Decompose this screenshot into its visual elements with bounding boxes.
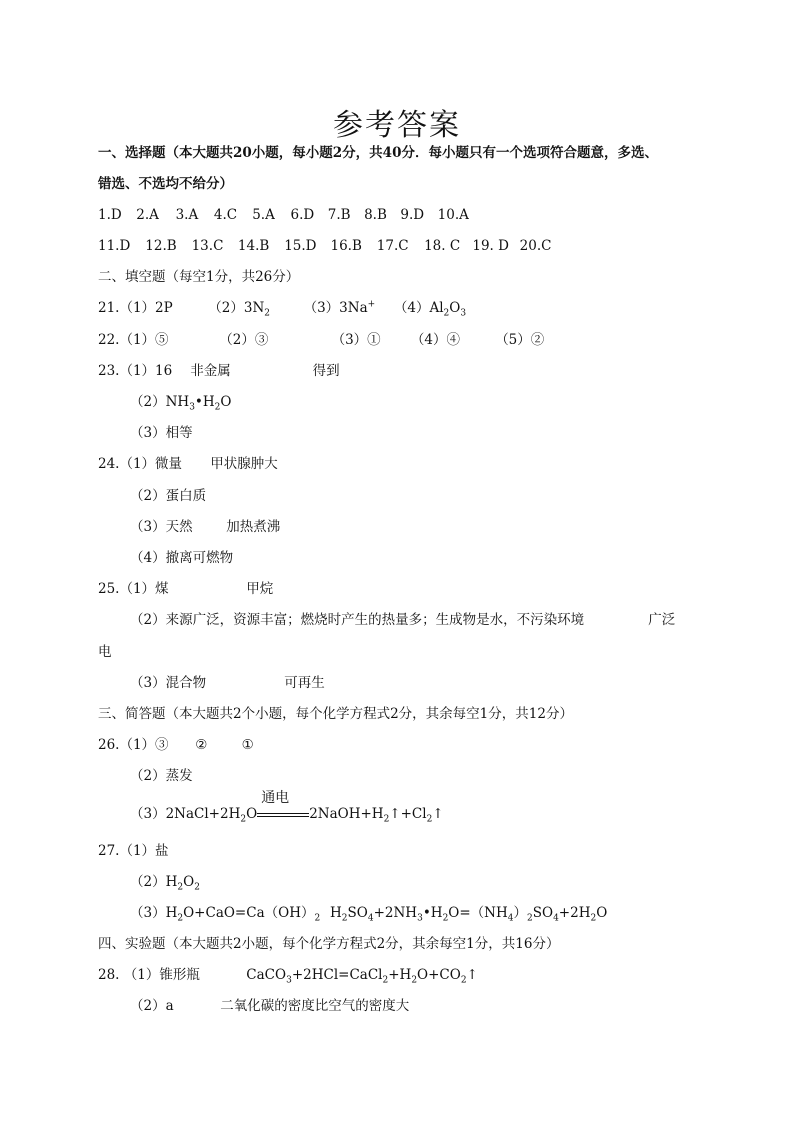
- answer-text: 非金属: [190, 363, 231, 379]
- answer-text: （3）3Na+: [303, 299, 376, 316]
- choice-answers-row1: [98, 205, 469, 225]
- answer-text: （2）来源广泛，资源丰富；燃烧时产生的热量多；生成物是水，不污染环境: [130, 612, 585, 628]
- q26-answer-1: [98, 735, 254, 755]
- answer-text: （3）混合物: [130, 675, 207, 691]
- answer-text: （3）①: [331, 332, 381, 348]
- answer-text: （4）④: [410, 332, 460, 348]
- answer-text: 可再生: [284, 675, 325, 691]
- choice-answer: 17.C: [376, 238, 409, 254]
- electrolysis-condition: [257, 789, 309, 822]
- choice-answer: 14.B: [237, 238, 270, 254]
- answer-text: 得到: [312, 363, 340, 379]
- q26-answer-2: （2）蒸发: [130, 768, 193, 784]
- answer-text: 23.（1）16: [98, 363, 173, 379]
- choice-answer: 10.A: [437, 207, 469, 223]
- q21-answers: [98, 298, 466, 318]
- answer-text: 21.（1）2P: [98, 300, 173, 316]
- answer-text: （5）②: [495, 332, 545, 348]
- q23-answer-3: （3）相等: [130, 425, 193, 441]
- answer-text: （2）③: [219, 332, 269, 348]
- q24-answer-3: [130, 517, 280, 537]
- answer-text: $H_2SO_4+2NH_3•H_2O=(NH_4)_2SO_4+2H_2O$: [330, 905, 608, 924]
- q24-answer-2: （2）蛋白质: [130, 488, 207, 504]
- choice-answer: 20.C: [519, 238, 552, 254]
- choice-answer: 13.C: [191, 238, 224, 254]
- answer-text: （3）天然: [130, 519, 193, 535]
- answer-text: 甲状腺肿大: [210, 456, 278, 472]
- q25-answer-2: [130, 610, 675, 630]
- q28-answer-2: [130, 996, 409, 1016]
- q25-answer-1: [98, 579, 273, 599]
- q25-answer-2-continued: 电: [98, 644, 112, 660]
- choice-answers-row2: [98, 236, 551, 256]
- condition-label: 通电: [261, 789, 290, 806]
- answer-text: ①: [241, 737, 254, 753]
- choice-answer: 9.D: [400, 207, 425, 223]
- answer-text: 28. （1）锥形瓶: [98, 967, 200, 983]
- section4-heading: 四、实验题（本大题共2小题，每个化学方程式2分，其余每空1分，共16分）: [98, 936, 560, 952]
- q25-answer-3: [130, 673, 325, 693]
- answer-text: 26.（1）③: [98, 737, 169, 753]
- q26-answer-3-equation: $(3)2NaCl+2H_2O$ 通电 $2NaOH+H_2↑+Cl_2↑$: [130, 789, 444, 825]
- choice-answer: 11.D: [98, 238, 131, 254]
- choice-answer: 12.B: [145, 238, 177, 254]
- q23-answer-1: [98, 361, 340, 381]
- q27-answer-3: [130, 903, 607, 923]
- answer-text: $CaCO_3+2HCl=CaCl_2+H_2O+CO_2↑$: [246, 967, 478, 986]
- section1-heading-line2: 错选、不选均不给分）: [98, 176, 233, 192]
- answer-text: 25.（1）煤: [98, 581, 169, 597]
- answer-text: （2）a: [130, 998, 174, 1014]
- choice-answer: 8.B: [364, 207, 387, 223]
- answer-text: $(2)3N_2$: [208, 300, 271, 319]
- answer-text: 22.（1）⑤: [98, 332, 169, 348]
- answer-text: 24.（1）微量: [98, 456, 183, 472]
- section3-heading: 三、简答题（本大题共2个小题，每个化学方程式2分，其余每空1分，共12分）: [98, 706, 573, 722]
- q27-answer-2: $(2)H_2O_2$: [130, 874, 200, 893]
- section2-heading: 二、填空题（每空1分，共26分）: [98, 269, 300, 285]
- answer-text: ②: [195, 737, 208, 753]
- q24-answer-1: [98, 454, 278, 474]
- answer-text: 加热煮沸: [226, 519, 281, 535]
- answer-text: $(4)Al_2O_3$: [393, 300, 467, 319]
- q24-answer-4: （4）撤离可燃物: [130, 550, 234, 566]
- choice-answer: 19. D: [472, 238, 509, 254]
- q23-answer-2: $(2)NH_3•H_2O$: [130, 394, 232, 413]
- choice-answer: 15.D: [284, 238, 317, 254]
- choice-answer: 6.D: [290, 207, 315, 223]
- section1-heading-line1: 一、选择题（本大题共20小题，每小题2分，共40分．每小题只有一个选项符合题意，多选、: [98, 145, 658, 161]
- q28-answer-1: [98, 965, 478, 985]
- answer-text: 甲烷: [246, 581, 274, 597]
- answer-text: $(3)H_2O+CaO=Ca(OH)_2$: [130, 905, 321, 924]
- choice-answer: 7.B: [327, 207, 351, 223]
- choice-answer: 3.A: [175, 207, 199, 223]
- answer-text: 二氧化碳的密度比空气的密度大: [220, 998, 410, 1014]
- choice-answer: 1.D: [98, 207, 122, 223]
- choice-answer: 16.B: [330, 238, 362, 254]
- q27-answer-1: 27.（1）盐: [98, 843, 169, 859]
- q22-answers: [98, 330, 544, 350]
- answer-text: 广泛: [648, 612, 676, 628]
- choice-answer: 18. C: [424, 238, 461, 254]
- choice-answer: 4.C: [213, 207, 238, 223]
- page-title: 参考答案: [333, 108, 461, 143]
- choice-answer: 5.A: [252, 207, 275, 223]
- choice-answer: 2.A: [136, 207, 159, 223]
